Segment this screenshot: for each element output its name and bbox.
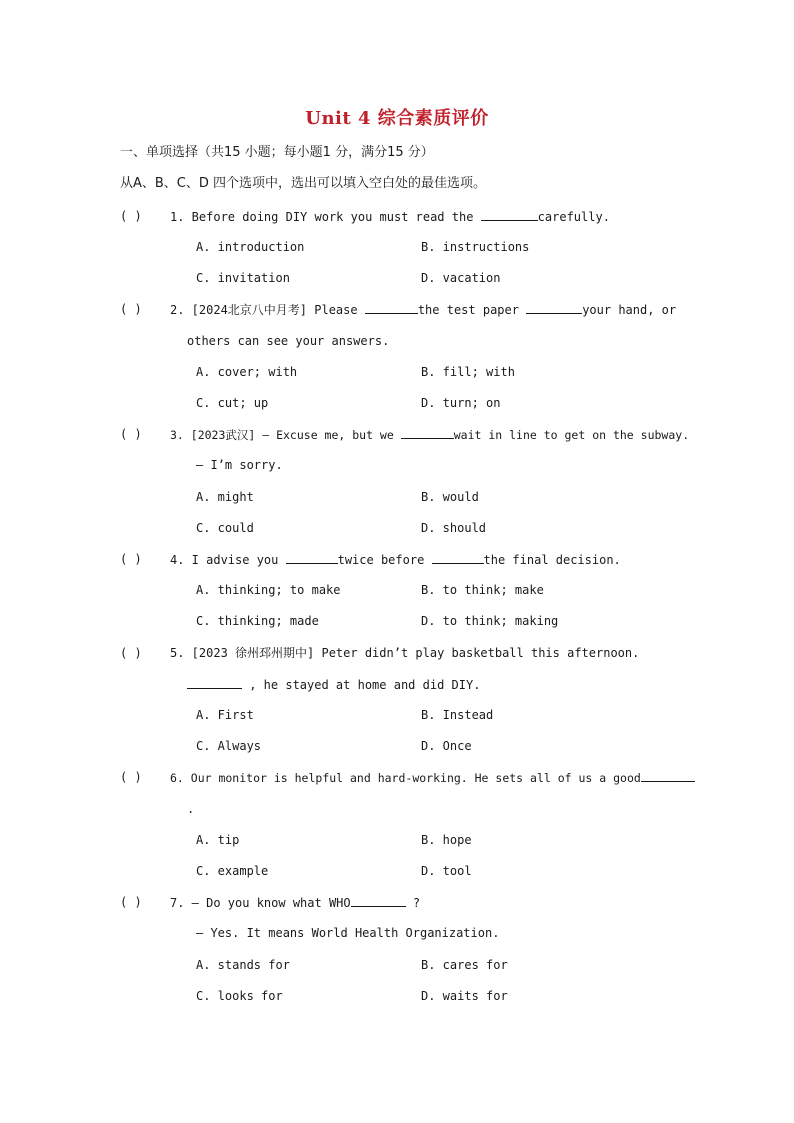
option-d[interactable]: D. turn; on (421, 396, 501, 410)
question-2-stem (170, 301, 676, 318)
option-b[interactable]: B. instructions (421, 240, 530, 254)
stem-text: your hand, or (582, 303, 677, 317)
option-c[interactable]: C. looks for (196, 989, 283, 1003)
answer-blank (365, 301, 418, 314)
question-6-stem (170, 769, 695, 786)
option-d[interactable]: D. Once (421, 739, 472, 753)
option-b[interactable]: B. fill; with (421, 365, 515, 379)
option-c[interactable]: C. could (196, 521, 254, 535)
stem-text: ? (412, 896, 421, 910)
option-d[interactable]: D. waits for (421, 989, 508, 1003)
answer-blank (286, 551, 338, 564)
stem-text: the test paper (417, 303, 527, 317)
answer-blank (432, 551, 484, 564)
answer-blank (481, 208, 538, 221)
option-c[interactable]: C. cut; up (196, 396, 269, 410)
page-title: Unit 4 综合素质评价 (305, 108, 489, 129)
stem-text: the final decision. (483, 553, 621, 567)
option-a[interactable]: A. First (196, 708, 254, 722)
section-instruction: 从A、B、C、D 四个选项中，选出可以填入空白处的最佳选项。 (120, 176, 487, 191)
option-b[interactable]: B. would (421, 490, 479, 504)
question-4-stem (170, 551, 621, 568)
question-2-continuation: others can see your answers. (187, 334, 390, 348)
answer-blank (526, 301, 582, 314)
stem-text: , he stayed at home and did DIY. (249, 678, 481, 692)
answer-bracket[interactable]: ( ) (120, 209, 142, 223)
option-c[interactable]: C. thinking; made (196, 614, 319, 628)
stem-text: 7. — Do you know what WHO (170, 896, 351, 910)
option-b[interactable]: B. to think; make (421, 583, 544, 597)
question-7-continuation: — Yes. It means World Health Organization. (196, 926, 500, 940)
section-heading: 一、单项选择（共15 小题；每小题1 分，满分15 分） (120, 145, 434, 160)
stem-text: carefully. (537, 210, 610, 224)
answer-blank (401, 426, 454, 439)
question-5-continuation (187, 676, 480, 693)
option-a[interactable]: A. tip (196, 833, 240, 847)
question-5-stem: 5. [2023 徐州邳州期中] Peter didn’t play basketball this afternoon. (170, 646, 640, 660)
option-a[interactable]: A. cover; with (196, 365, 298, 379)
answer-blank (351, 894, 406, 907)
option-c[interactable]: C. Always (196, 739, 262, 753)
question-7-stem (170, 894, 420, 911)
option-c[interactable]: C. invitation (196, 271, 290, 285)
stem-text: 3. [2023武汉] — Excuse me, but we (170, 428, 401, 442)
answer-bracket[interactable]: ( ) (120, 427, 142, 441)
answer-bracket[interactable]: ( ) (120, 770, 142, 784)
answer-bracket[interactable]: ( ) (120, 895, 142, 909)
option-d[interactable]: D. should (421, 521, 487, 535)
option-c[interactable]: C. example (196, 864, 269, 878)
option-d[interactable]: D. to think; making (421, 614, 559, 628)
answer-bracket[interactable]: ( ) (120, 646, 142, 660)
answer-bracket[interactable]: ( ) (120, 302, 142, 316)
stem-text: 4. I advise you (170, 553, 286, 567)
question-1-stem (170, 208, 610, 225)
question-6-continuation: . (187, 802, 195, 816)
option-d[interactable]: D. vacation (421, 271, 501, 285)
option-d[interactable]: D. tool (421, 864, 472, 878)
option-a[interactable]: A. introduction (196, 240, 305, 254)
option-a[interactable]: A. stands for (196, 958, 290, 972)
stem-text: 1. Before doing DIY work you must read the (170, 210, 481, 224)
answer-blank (187, 676, 242, 689)
stem-text: 6. Our monitor is helpful and hard-working. He sets all of us a good (170, 771, 641, 785)
answer-blank (641, 769, 695, 782)
stem-text: wait in line to get on the subway. (453, 428, 690, 442)
option-a[interactable]: A. thinking; to make (196, 583, 341, 597)
answer-bracket[interactable]: ( ) (120, 552, 142, 566)
question-3-stem (170, 426, 689, 443)
stem-text: twice before (337, 553, 432, 567)
option-b[interactable]: B. cares for (421, 958, 508, 972)
option-b[interactable]: B. hope (421, 833, 472, 847)
question-3-continuation: — I’m sorry. (196, 458, 283, 472)
stem-text: 2. [2024北京八中月考] Please (170, 303, 365, 317)
option-a[interactable]: A. might (196, 490, 254, 504)
option-b[interactable]: B. Instead (421, 708, 494, 722)
